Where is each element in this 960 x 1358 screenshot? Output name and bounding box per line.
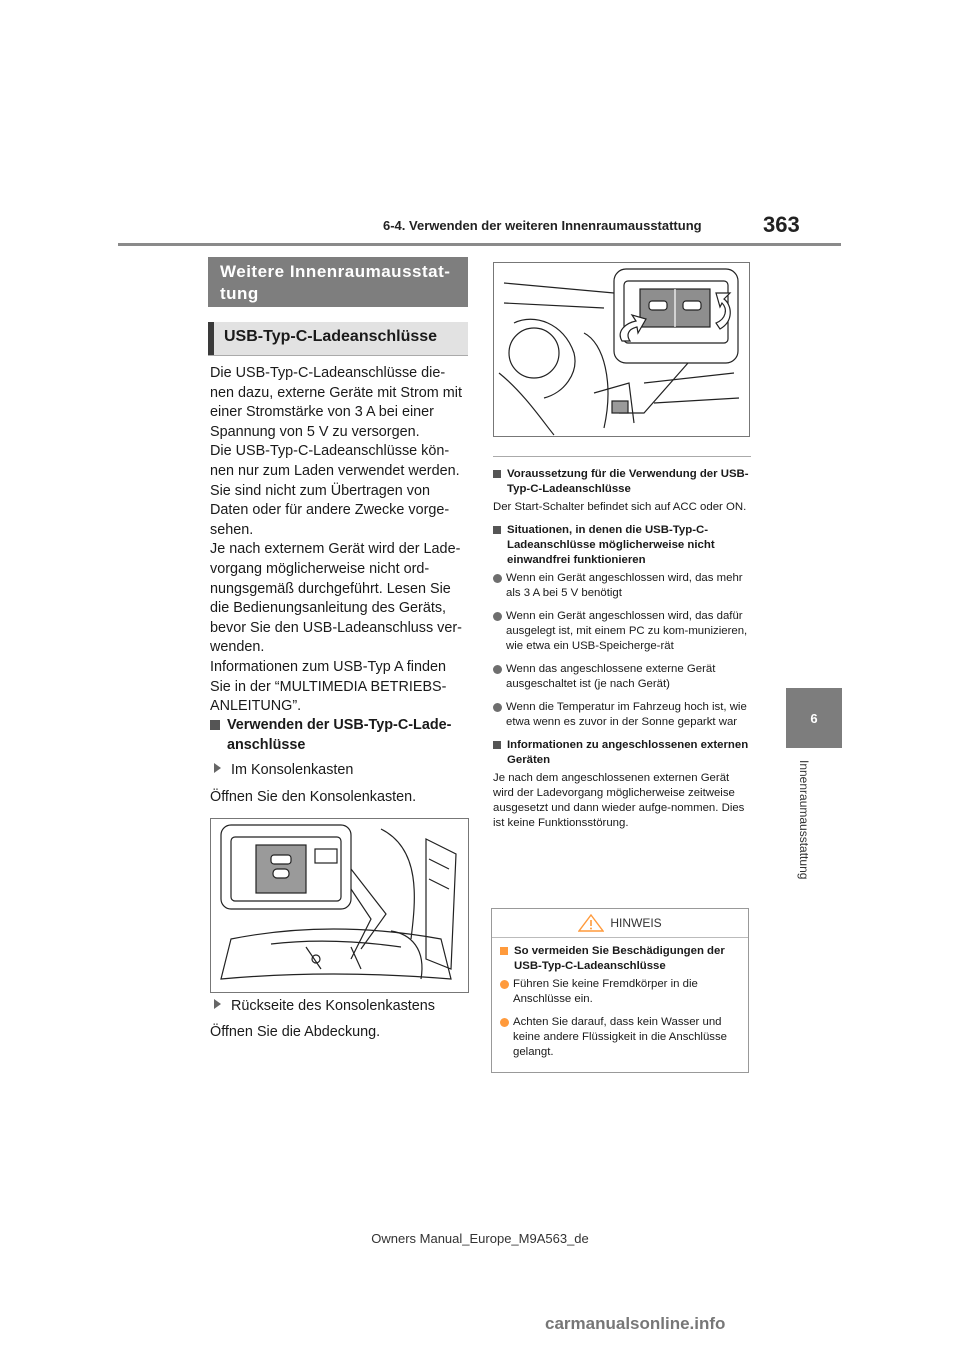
- intro-line: wenden.: [210, 639, 265, 656]
- round-bullet-icon: [500, 1018, 509, 1027]
- warning-triangle-icon: [578, 914, 604, 932]
- intro-line: Sie in der “MULTIMEDIA BETRIEBS-: [210, 678, 447, 695]
- list-item: [493, 571, 751, 601]
- header-rule: [118, 243, 841, 246]
- triangle-arrow-icon: [214, 999, 221, 1009]
- notice-body: [492, 938, 748, 1072]
- page-number: 363: [763, 212, 800, 237]
- list-item-text: Wenn ein Gerät angeschlossen wird, das dafür ausgelegt ist, mit einem PC zu kom-munizieren, wie etwa ein USB-Speicherge-rät: [506, 610, 748, 652]
- round-bullet-icon: [493, 665, 502, 674]
- right-column: [493, 456, 751, 839]
- round-bullet-icon: [493, 612, 502, 621]
- intro-line: bevor Sie den USB-Ladeanschluss ver-: [210, 619, 462, 636]
- intro-text: [210, 364, 470, 717]
- console-drawing: [211, 819, 468, 992]
- situations-heading: [493, 523, 751, 568]
- list-item: [493, 609, 751, 654]
- intro-line: ANLEITUNG”.: [210, 698, 302, 715]
- usage-heading-text: Verwenden der USB-Typ-C-Lade-anschlüsse: [227, 717, 452, 753]
- intro-line: nen dazu, externe Geräte mit Strom mit: [210, 384, 462, 401]
- intro-line: die Bedienungsanleitung des Geräts,: [210, 600, 447, 617]
- intro-line: nungsgemäß durchgeführt. Lesen Sie: [210, 580, 451, 597]
- console-illustration: [210, 818, 469, 993]
- list-item-text: Führen Sie keine Fremdkörper in die Anschlüsse ein.: [513, 978, 698, 1005]
- list-item-text: Achten Sie darauf, dass kein Wasser und keine andere Flüssigkeit in die Anschlüsse gelangt.: [513, 1016, 728, 1058]
- list-item-text: Wenn ein Gerät angeschlossen wird, das mehr als 3 A bei 5 V benötigt: [506, 572, 743, 599]
- console-label: Im Konsolenkasten: [231, 762, 354, 778]
- situations-heading-text: Situationen, in denen die USB-Typ-C-Ladeanschlüsse möglicherweise nicht einwandfrei funktionieren: [507, 524, 715, 566]
- info-heading-text: Informationen zu angeschlossenen externen Geräten: [507, 739, 749, 766]
- round-bullet-icon: [500, 980, 509, 989]
- footer-text: Owners Manual_Europe_M9A563_de: [371, 1231, 589, 1246]
- intro-line: sehen.: [210, 521, 254, 538]
- notice-box: [491, 908, 749, 1073]
- watermark: carmanualsonline.info: [545, 1314, 726, 1333]
- divider: [493, 456, 751, 457]
- intro-line: Daten oder für andere Zwecke vorge-: [210, 502, 450, 519]
- console-instruction: Öffnen Sie den Konsolenkasten.: [210, 789, 417, 805]
- intro-line: nen nur zum Laden verwendet werden.: [210, 462, 460, 479]
- notice-title: HINWEIS: [610, 915, 662, 930]
- rear-port-illustration: [493, 262, 750, 437]
- info-text: Je nach dem angeschlossenen externen Gerät wird der Ladevorgang möglicherweise zeitweise ausgesetzt und dann wieder aufge-nommen. Dies ist keine Funktionsstörung.: [493, 772, 745, 829]
- round-bullet-icon: [493, 703, 502, 712]
- prereq-heading-text: Voraussetzung für die Verwendung der USB-Typ-C-Ladeanschlüsse: [507, 468, 749, 495]
- rear-item: [210, 998, 435, 1014]
- intro-line: Je nach externem Gerät wird der Lade-: [210, 541, 461, 558]
- notice-header: [492, 909, 748, 938]
- intro-line: Sie sind nicht zum Übertragen von: [210, 482, 430, 499]
- triangle-arrow-icon: [214, 763, 221, 773]
- list-item: [493, 700, 751, 730]
- list-item-text: Wenn die Temperatur im Fahrzeug hoch ist, wie etwa wenn es zuvor in der Sonne geparkt war: [506, 701, 747, 728]
- list-item: [493, 662, 751, 692]
- chapter-label-text: Innenraumausstattung: [797, 760, 811, 880]
- console-item: [210, 762, 353, 778]
- intro-line: vorgang möglicherweise nicht ord-: [210, 560, 430, 577]
- square-bullet-icon: [493, 741, 501, 749]
- intro-line: einer Stromstärke von 3 A bei einer: [210, 404, 434, 421]
- square-bullet-icon: [493, 470, 501, 478]
- info-heading: [493, 738, 751, 768]
- square-bullet-icon: [210, 720, 220, 730]
- chapter-tab[interactable]: 6: [786, 688, 842, 748]
- subsection-rule: [208, 355, 468, 356]
- subsection-title: USB-Typ-C-Ladeanschlüsse: [208, 322, 468, 355]
- notice-heading-text: So vermeiden Sie Beschädigungen der USB-Typ-C-Ladeanschlüsse: [514, 945, 725, 972]
- usage-heading: [210, 715, 470, 755]
- prereq-text: Der Start-Schalter befindet sich auf ACC oder ON.: [493, 501, 747, 513]
- square-bullet-icon: [493, 526, 501, 534]
- rear-instruction: Öffnen Sie die Abdeckung.: [210, 1024, 381, 1040]
- rear-label: Rückseite des Konsolenkastens: [231, 998, 435, 1014]
- list-item: [500, 977, 740, 1007]
- prereq-heading: [493, 467, 751, 497]
- list-item: [500, 1015, 740, 1060]
- list-item-text: Wenn das angeschlossene externe Gerät ausgeschaltet ist (je nach Gerät): [506, 663, 716, 690]
- section-header: 6-4. Verwenden der weiteren Innenraumausstattung: [383, 218, 702, 233]
- rear-port-drawing: [494, 263, 749, 436]
- intro-line: Die USB-Typ-C-Ladeanschlüsse die-: [210, 365, 446, 381]
- round-bullet-icon: [493, 574, 502, 583]
- intro-line: Informationen zum USB-Typ A finden: [210, 658, 446, 675]
- intro-line: Die USB-Typ-C-Ladeanschlüsse kön-: [210, 443, 450, 460]
- section-banner: Weitere Innenraumausstat-tung: [208, 257, 468, 307]
- intro-line: Spannung von 5 V zu versorgen.: [210, 423, 420, 440]
- chapter-label: [795, 760, 813, 900]
- notice-heading: [500, 944, 740, 974]
- square-bullet-icon: [500, 947, 508, 955]
